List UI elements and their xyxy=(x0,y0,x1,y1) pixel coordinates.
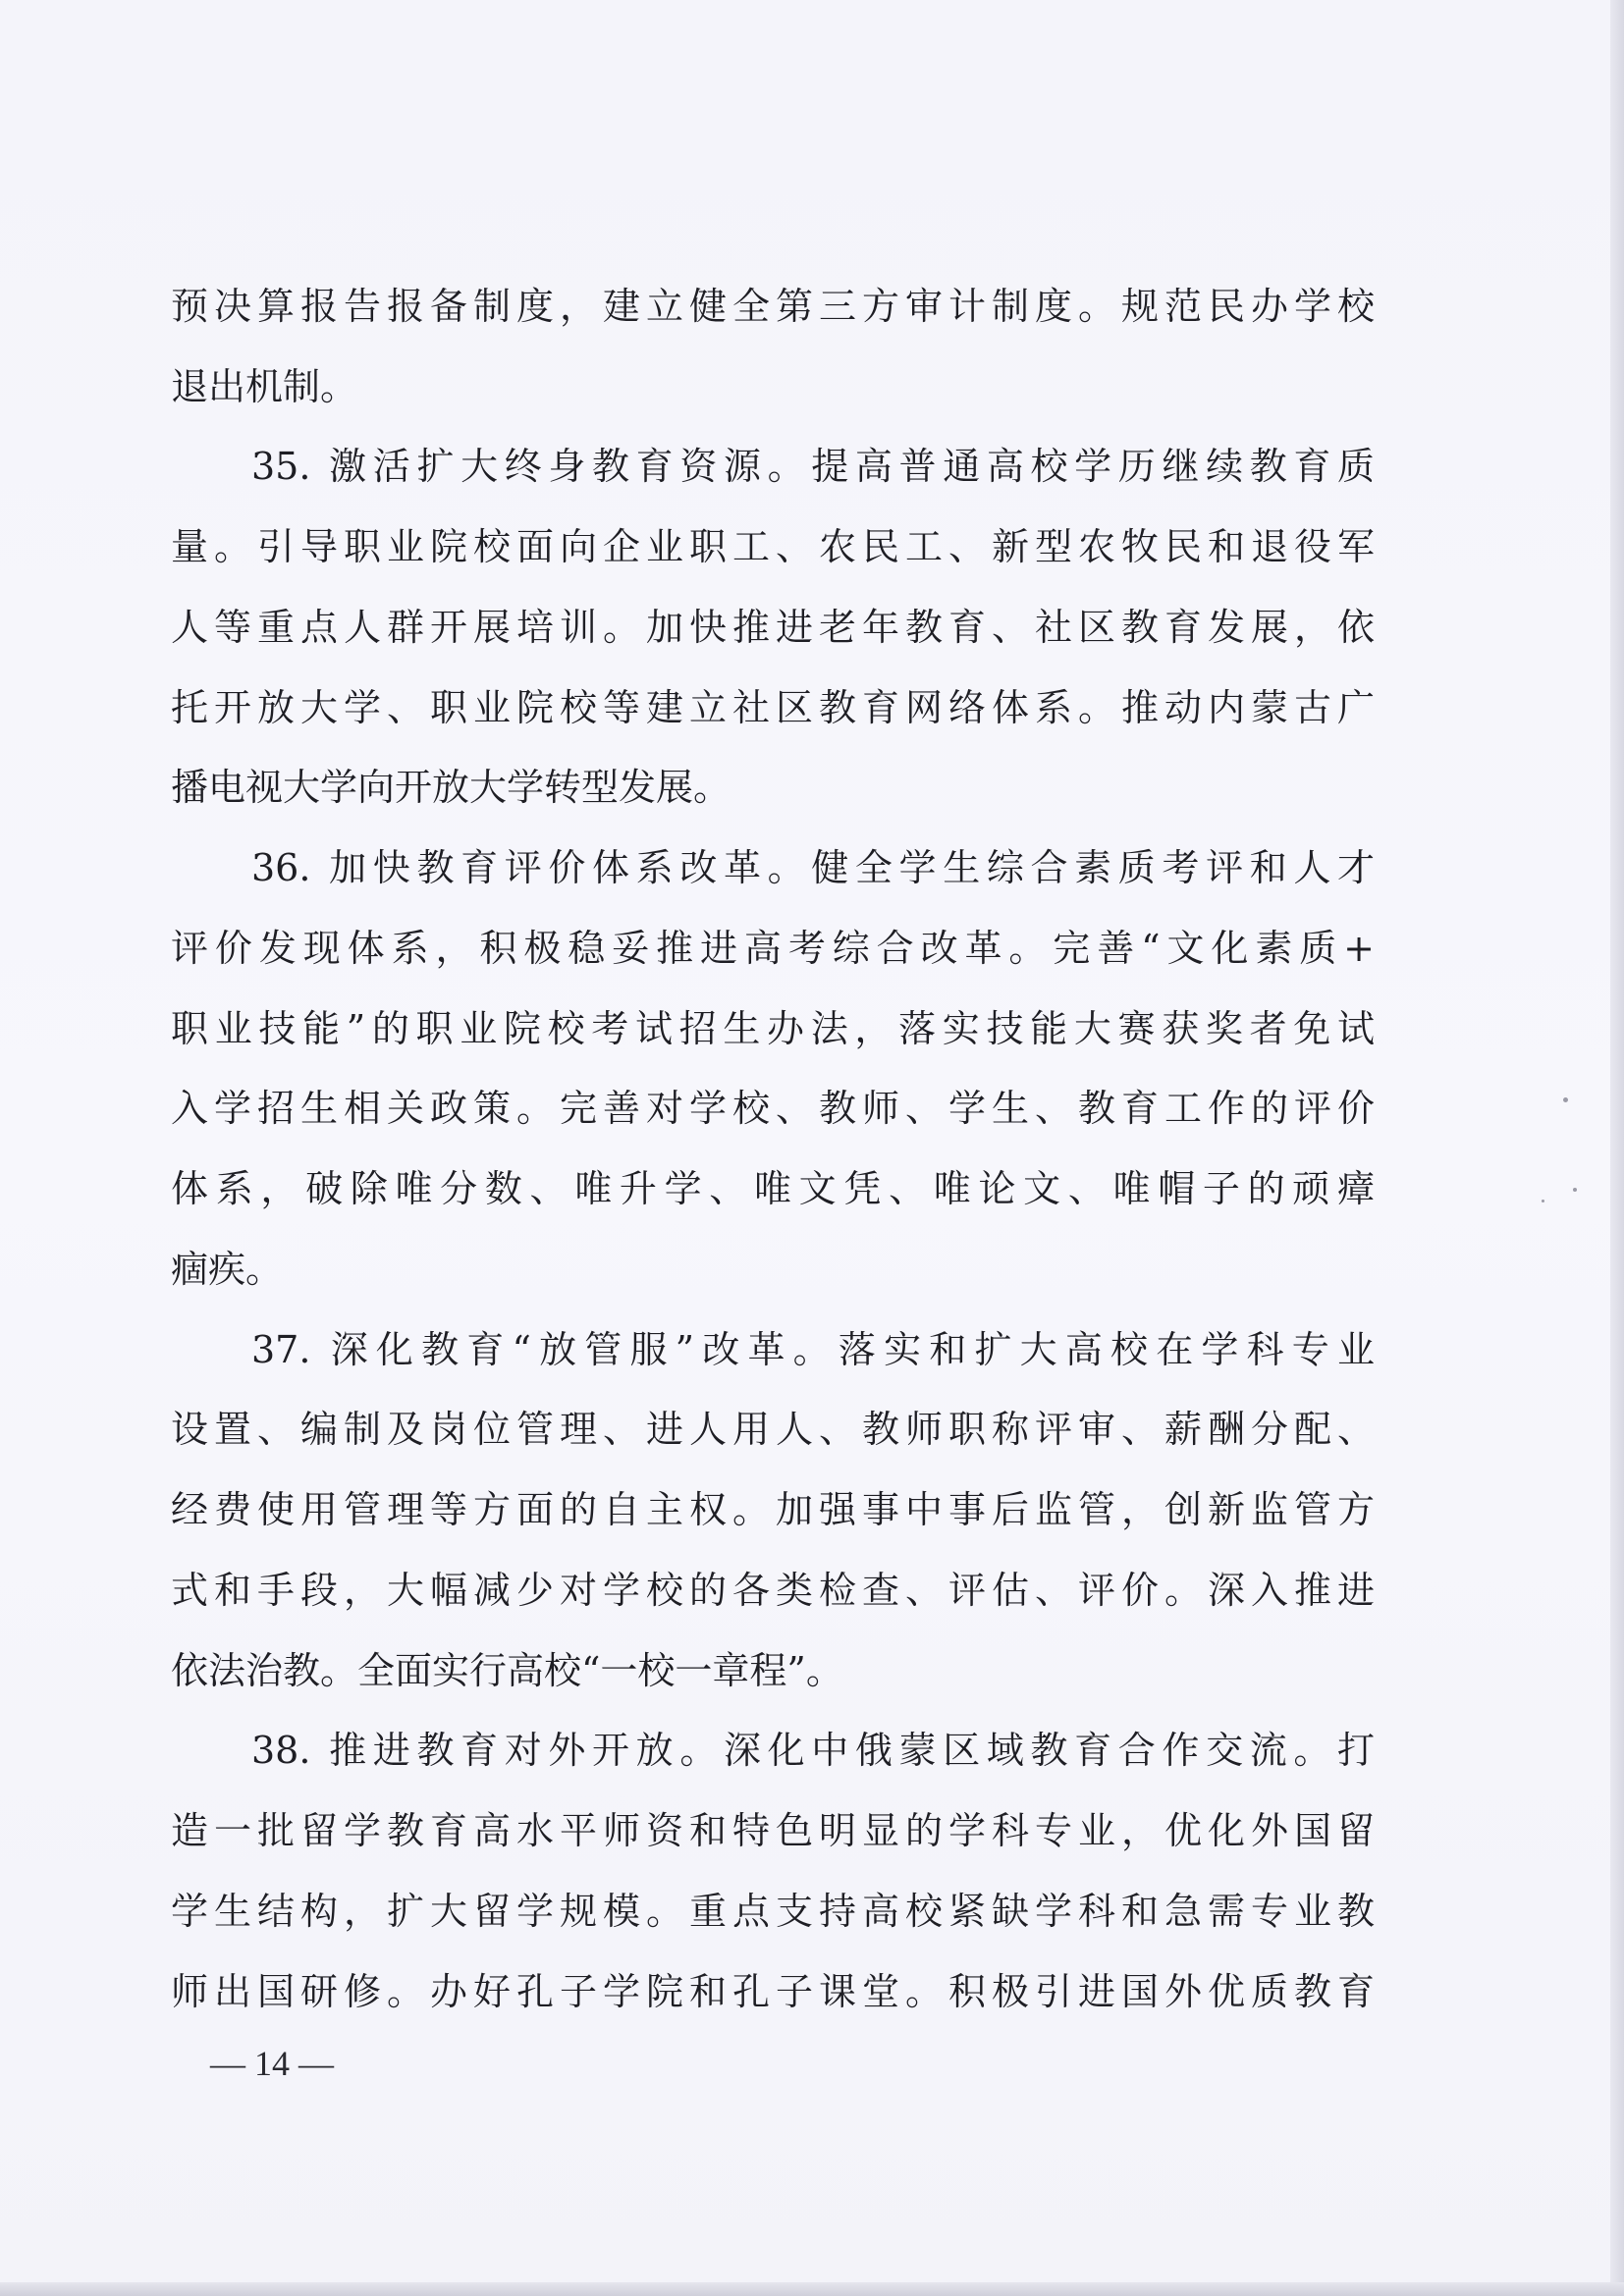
paragraph-36-heading-line: 36. 加快教育评价体系改革。健全学生综合素质考评和人才 xyxy=(251,846,1375,889)
text-line: 痼疾。 xyxy=(171,1248,284,1291)
paragraph-37-heading-line: 37. 深化教育“放管服”改革。落实和扩大高校在学科专业 xyxy=(251,1328,1375,1371)
paragraph-38-heading-line: 38. 推进教育对外开放。深化中俄蒙区域教育合作交流。打 xyxy=(251,1729,1375,1772)
scan-speck xyxy=(1563,1097,1568,1102)
text-line: 播电视大学向开放大学转型发展。 xyxy=(171,766,731,809)
text-line: 退出机制。 xyxy=(171,365,358,408)
text-line: 经费使用管理等方面的自主权。加强事中事后监管，创新监管方 xyxy=(171,1488,1375,1531)
scan-edge-right xyxy=(1610,0,1624,2296)
text-line: 师出国研修。办好孔子学院和孔子课堂。积极引进国外优质教育 xyxy=(171,1970,1375,2013)
text-line: 学生结构，扩大留学规模。重点支持高校紧缺学科和急需专业教 xyxy=(171,1890,1375,1933)
text-line: 量。引导职业院校面向企业职工、农民工、新型农牧民和退役军 xyxy=(171,525,1375,568)
text-line: 造一批留学教育高水平师资和特色明显的学科专业，优化外国留 xyxy=(171,1809,1375,1852)
page-number: — 14 — xyxy=(210,2044,334,2083)
text-line: 依法治教。全面实行高校“一校一章程”。 xyxy=(171,1649,843,1692)
text-line: 托开放大学、职业院校等建立社区教育网络体系。推动内蒙古广 xyxy=(171,686,1375,729)
text-line: 预决算报告报备制度，建立健全第三方审计制度。规范民办学校 xyxy=(171,285,1375,328)
scan-edge-bottom xyxy=(0,2282,1624,2296)
text-line: 设置、编制及岗位管理、进人用人、教师职称评审、薪酬分配、 xyxy=(171,1408,1375,1451)
text-line: 职业技能”的职业院校考试招生办法，落实技能大赛获奖者免试 xyxy=(171,1007,1375,1050)
text-line: 人等重点人群开展培训。加快推进老年教育、社区教育发展，依 xyxy=(171,606,1375,649)
scan-speck xyxy=(1573,1188,1577,1192)
text-line: 式和手段，大幅减少对学校的各类检查、评估、评价。深入推进 xyxy=(171,1569,1375,1612)
text-line: 评价发现体系，积极稳妥推进高考综合改革。完善“文化素质+ xyxy=(171,927,1375,970)
text-line: 体系，破除唯分数、唯升学、唯文凭、唯论文、唯帽子的顽瘴 xyxy=(171,1167,1375,1210)
text-line: 入学招生相关政策。完善对学校、教师、学生、教育工作的评价 xyxy=(171,1087,1375,1130)
scan-speck xyxy=(1542,1200,1544,1202)
paragraph-35-heading-line: 35. 激活扩大终身教育资源。提高普通高校学历继续教育质 xyxy=(251,445,1375,488)
